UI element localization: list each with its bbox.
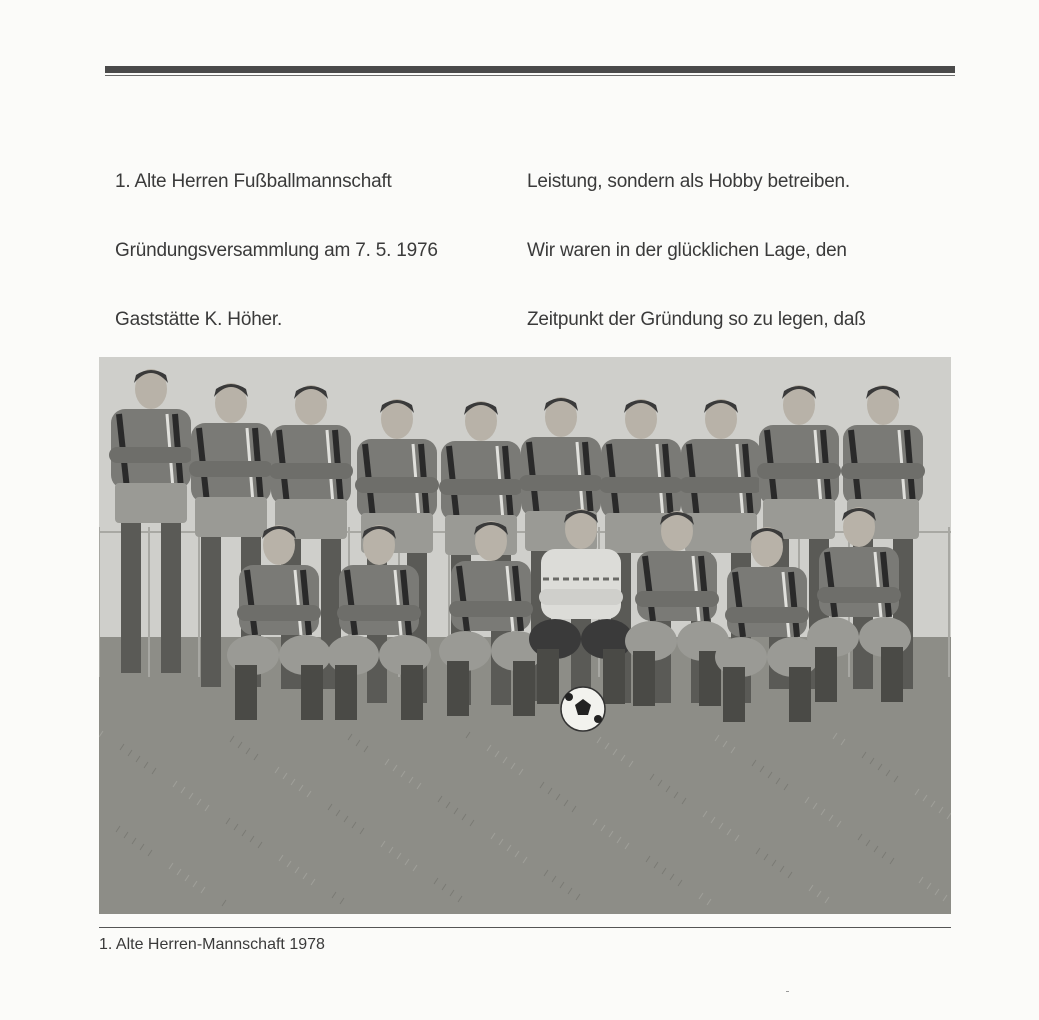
player-arms: [519, 475, 603, 491]
football-patch: [565, 693, 573, 701]
team-photo-illustration: [99, 357, 951, 914]
player-arms: [599, 477, 683, 493]
player-shorts: [195, 497, 267, 537]
top-rule-thin: [105, 75, 955, 76]
player-jersey: [541, 549, 621, 619]
player-sock: [789, 667, 811, 722]
player-sock: [235, 665, 257, 720]
caption-rule: [99, 927, 951, 928]
player-sock: [881, 647, 903, 702]
player-sock: [447, 661, 469, 716]
player-arms: [439, 479, 523, 495]
player-sock: [401, 665, 423, 720]
player-arms: [841, 463, 925, 479]
football-patch: [594, 715, 602, 723]
player-leg: [161, 523, 181, 673]
heading-line: Gaststätte K. Höher.: [115, 309, 283, 330]
player-arms: [817, 587, 901, 603]
player-sock: [723, 667, 745, 722]
player-arms: [337, 605, 421, 621]
player-sock: [633, 651, 655, 706]
player-sock: [335, 665, 357, 720]
player-arms: [237, 605, 321, 621]
body-line: Zeitpunkt der Gründung so zu legen, daß: [527, 309, 866, 330]
player-arms: [269, 463, 353, 479]
player-sock: [603, 649, 625, 704]
player-arms: [679, 477, 763, 493]
player-shorts: [115, 483, 187, 523]
heading-line: 1. Alte Herren Fußballmannschaft: [115, 171, 392, 192]
player-arms: [355, 477, 439, 493]
player-sock: [513, 661, 535, 716]
body-line: Wir waren in der glücklichen Lage, den: [527, 240, 847, 261]
body-line: Leistung, sondern als Hobby betreiben.: [527, 171, 851, 192]
team-photo: [99, 357, 951, 914]
heading-line: Gründungsversammlung am 7. 5. 1976: [115, 240, 438, 261]
player-arms: [449, 601, 533, 617]
player-arms: [189, 461, 273, 477]
player-sock: [537, 649, 559, 704]
player-leg: [121, 523, 141, 673]
player-arms: [539, 589, 623, 605]
player-leg: [201, 537, 221, 687]
player-arms: [757, 463, 841, 479]
paper-speck: [786, 991, 789, 992]
player-sock: [301, 665, 323, 720]
player-sock: [815, 647, 837, 702]
player-shorts: [685, 513, 757, 553]
player-arms: [635, 591, 719, 607]
photo-caption: 1. Alte Herren-Mannschaft 1978: [99, 936, 325, 953]
player-arms: [725, 607, 809, 623]
player-arms: [109, 447, 193, 463]
top-rule-thick: [105, 66, 955, 73]
